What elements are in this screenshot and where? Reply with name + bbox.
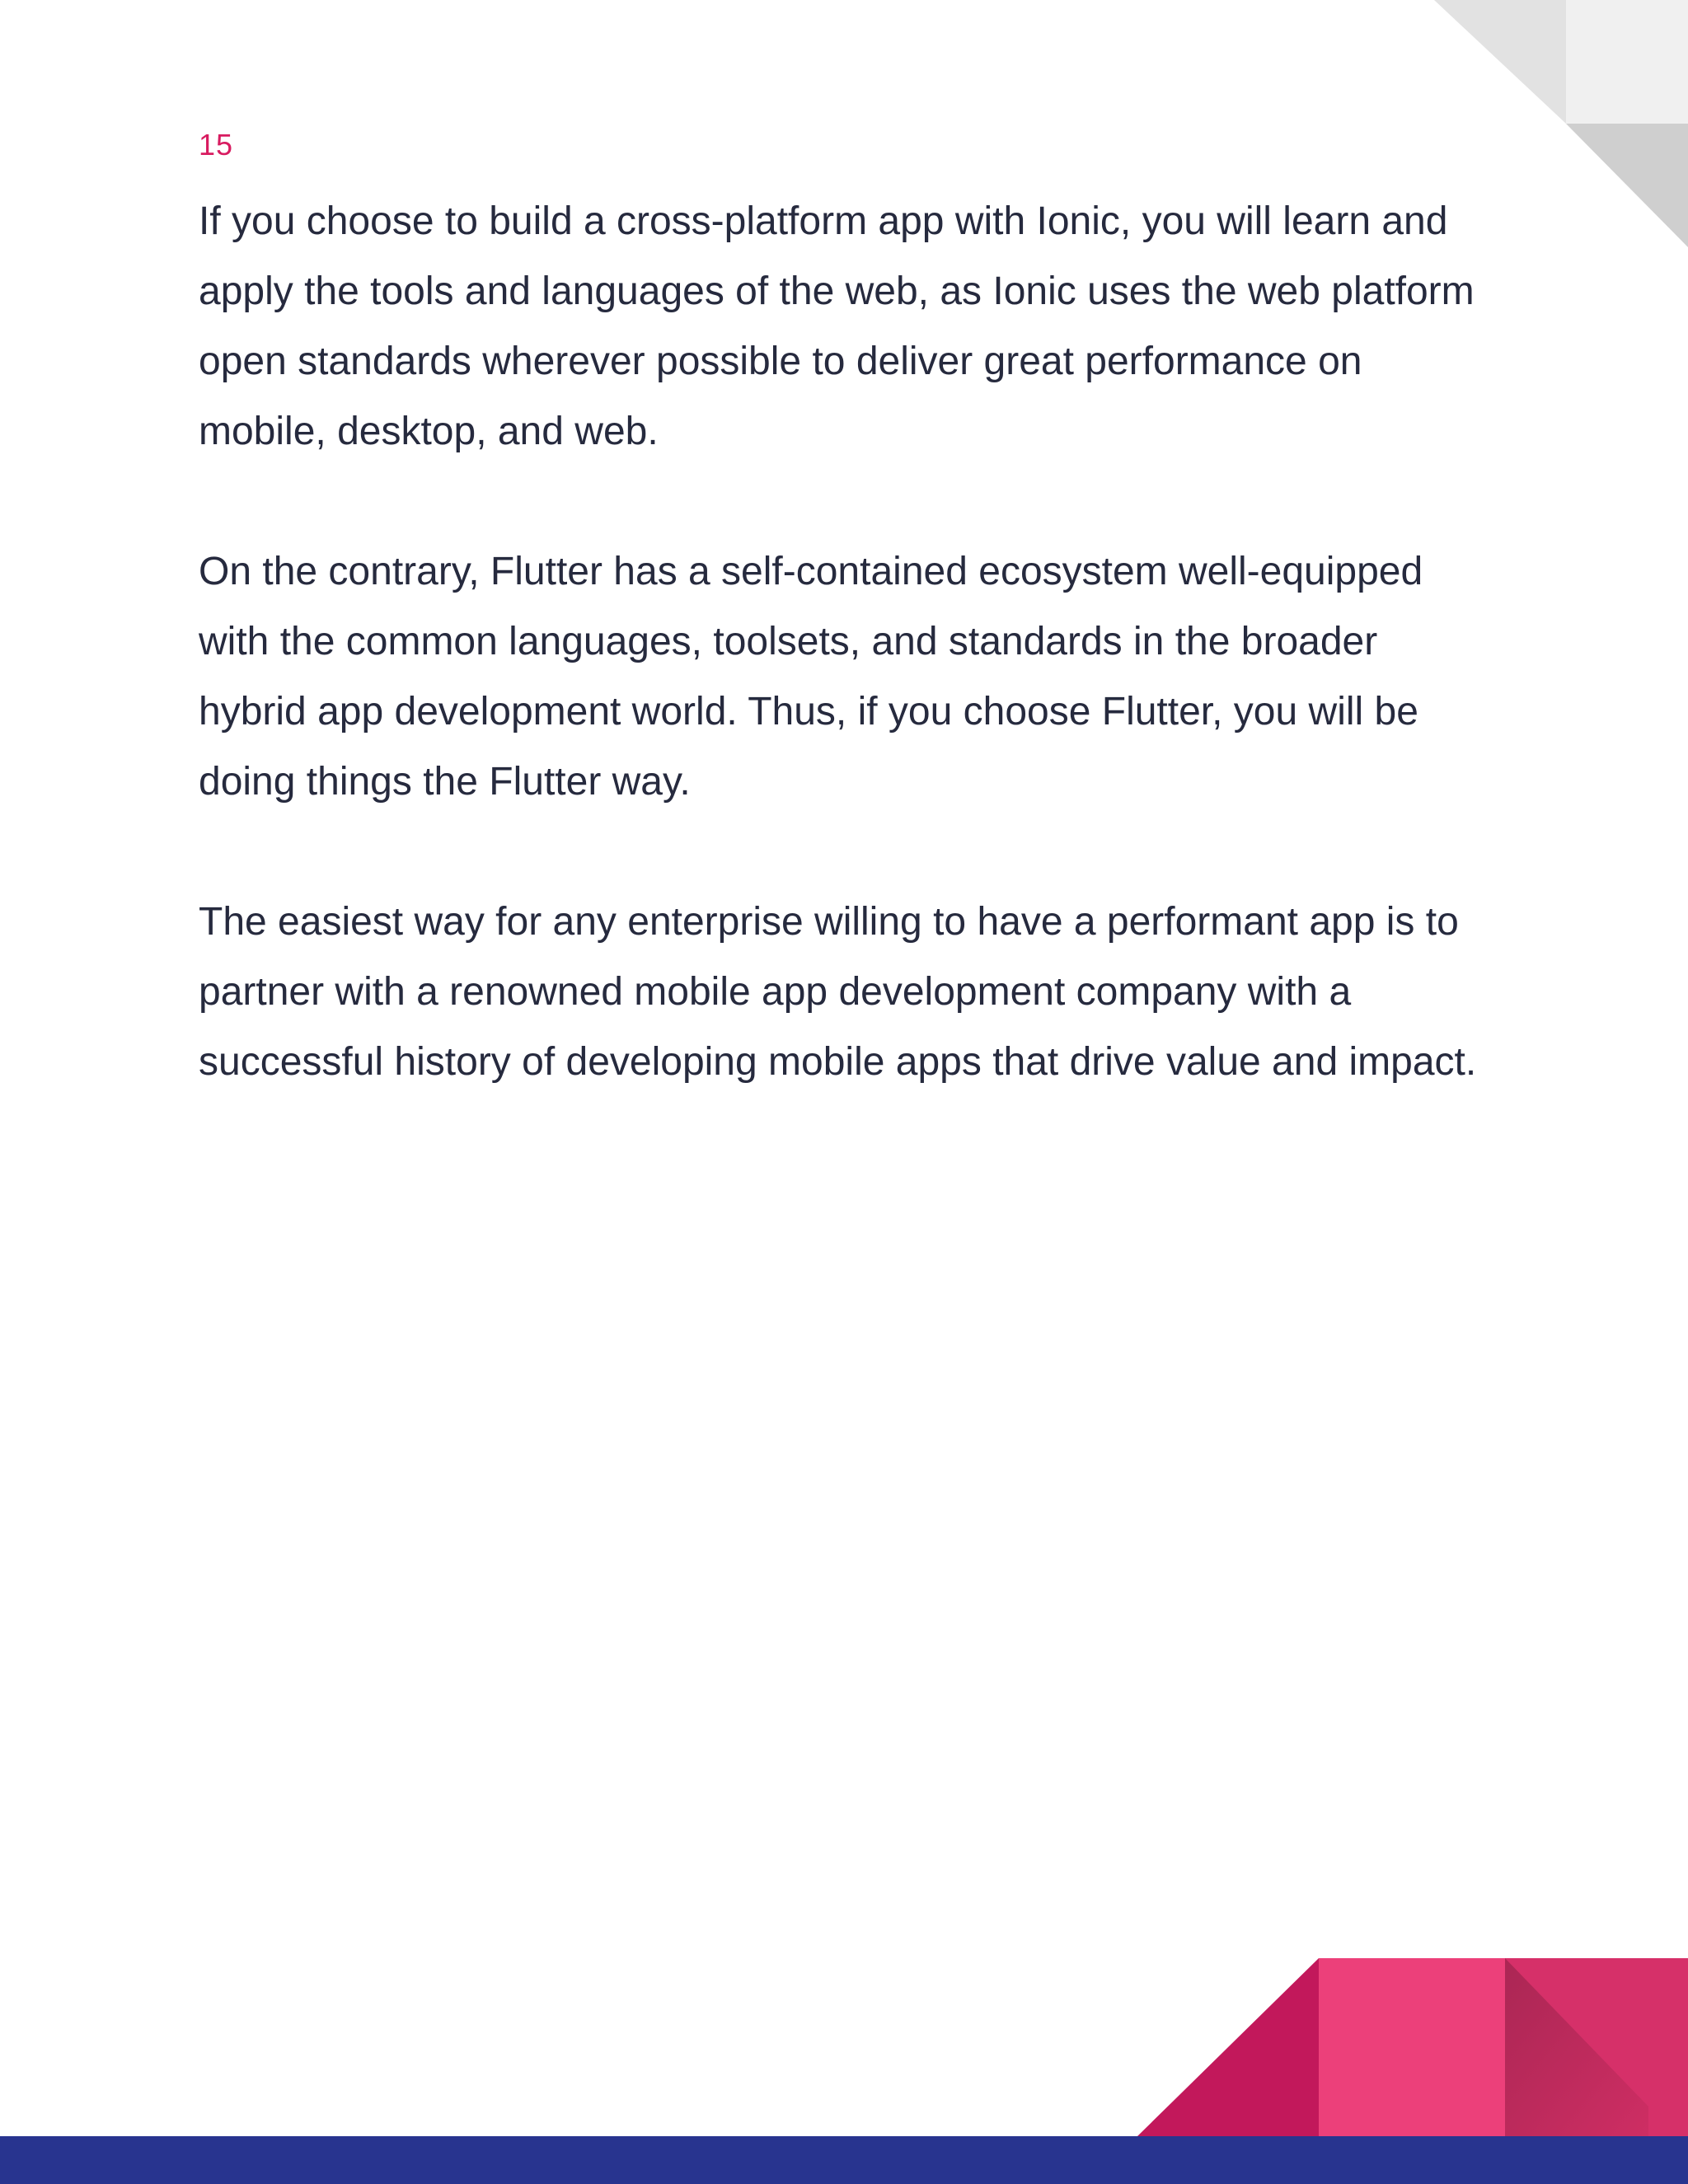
corner-decoration-bottom (1137, 1958, 1688, 2136)
corner-triangle-dark (1566, 124, 1688, 247)
page-number: 15 (199, 128, 234, 162)
pink-triangle-dark (1137, 1958, 1319, 2136)
paragraph: The easiest way for any enterprise willing to have a performant app is to partner with a renowned mobile app development company with a successful history of developing mobile apps that drive value and impact. (199, 900, 1477, 1084)
paragraph: On the contrary, Flutter has a self-contained ecosystem well-equipped with the common languages, toolsets, and standards in the broader hybrid app development world. Thus, if you choose Flutter, you will be doing things the Flutter way. (199, 550, 1423, 804)
paragraph: If you choose to build a cross-platform app with Ionic, you will learn and apply the tools and languages of the web, as Ionic uses the web platform open standards wherever possible to deliver great performance on mobile, desktop, and web. (199, 199, 1475, 453)
pink-block-light (1319, 1958, 1505, 2136)
footer-bar (0, 2136, 1688, 2184)
body-text (199, 186, 1493, 1167)
corner-square (1566, 0, 1688, 124)
corner-triangle-light (1434, 0, 1566, 124)
